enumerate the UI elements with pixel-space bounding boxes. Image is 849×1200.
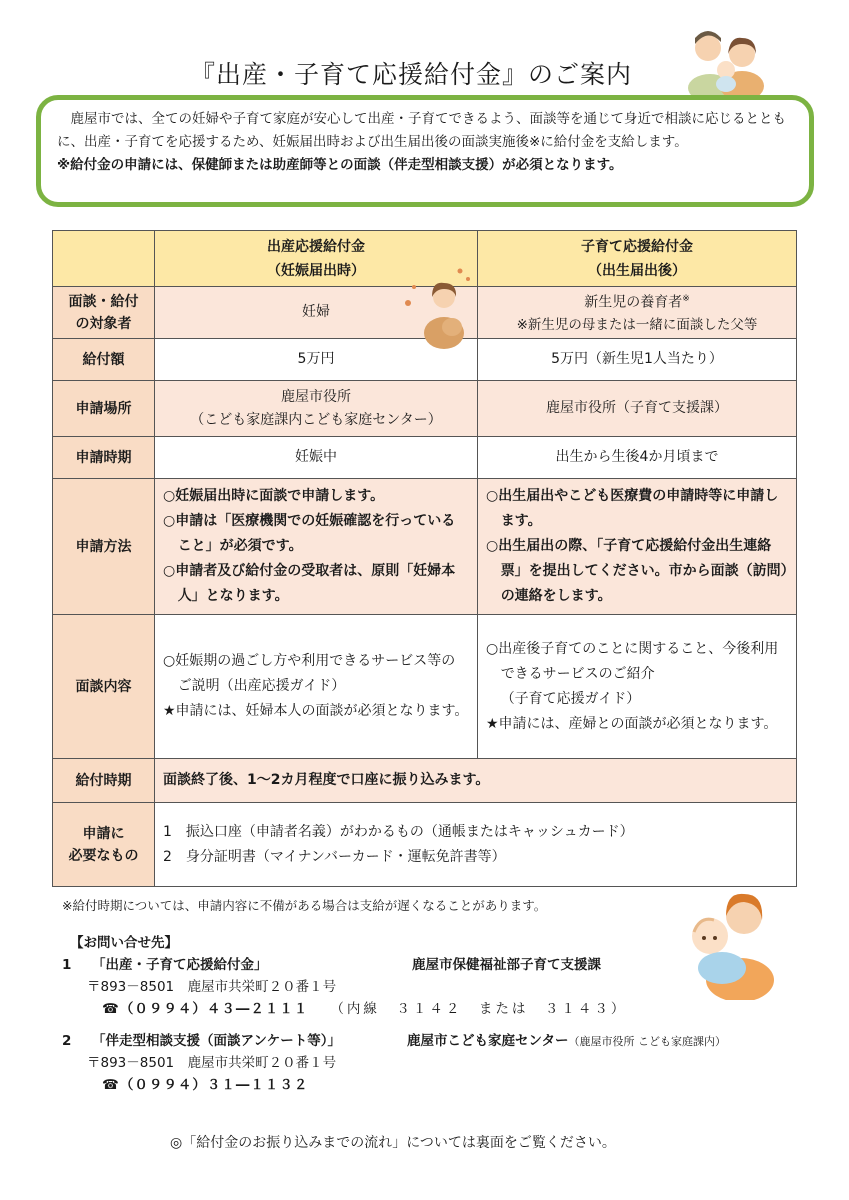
- row-label-place: 申請場所: [53, 381, 155, 437]
- interview-childcare-item: ★申請には、産婦との面談が必須となります。: [486, 715, 778, 732]
- contact-name: 「出産・子育て応援給付金」: [92, 957, 268, 973]
- period-childcare: 出生から生後4か月頃まで: [478, 437, 797, 479]
- payment-text: 面談終了後、1～2カ月程度で口座に振り込みます。: [155, 759, 797, 803]
- period-birth: 妊娠中: [155, 437, 478, 479]
- method-birth: [155, 479, 478, 615]
- contact-name: 「伴走型相談支援（面談アンケート等）」: [92, 1033, 341, 1049]
- contact-tel: [102, 1074, 822, 1096]
- contact-entry-2: [62, 1030, 822, 1052]
- place-birth-line1: 鹿屋市役所: [281, 388, 351, 405]
- method-birth-item: ○申請者及び給付金の受取者は、原則「妊婦本人」となります。: [163, 563, 456, 604]
- contact-dept: 鹿屋市保健福祉部子育て支援課: [412, 957, 601, 973]
- required-items: [155, 803, 797, 887]
- interview-childcare-item: ○出産後子育てのことに関すること、今後利用できるサービスのご紹介: [486, 640, 779, 682]
- header-birth-title: 出産応援給付金: [267, 238, 365, 255]
- amount-birth: 5万円: [155, 339, 478, 381]
- header-empty: [53, 231, 155, 287]
- method-birth-item: ○妊娠届出時に面談で申請します。: [163, 488, 385, 504]
- target-childcare: [478, 287, 797, 339]
- header-birth-sub: （妊娠届出時）: [267, 262, 365, 279]
- contact-num: 1: [62, 957, 72, 973]
- method-childcare: [478, 479, 797, 615]
- header-childcare-title: 子育て応援給付金: [581, 238, 693, 255]
- contact-tel: [102, 998, 822, 1020]
- contact-address: 〒893－8501 鹿屋市共栄町２０番１号: [87, 1055, 337, 1071]
- mother-baby-illustration: [682, 880, 782, 1000]
- bottom-note: ◎「給付金のお振り込みまでの流れ」については裏面をご覧ください。: [170, 1135, 616, 1151]
- place-birth: [155, 381, 478, 437]
- method-childcare-item: ○出生届出やこども医療費の申請時等に申請します。: [486, 488, 779, 529]
- row-label-required: [53, 803, 155, 887]
- method-childcare-item: ○出生届出の際、「子育て応援給付金出生連絡票」を提出してください。市から面談（訪問）の連絡をします。: [486, 538, 788, 604]
- target-childcare-mark: ※: [682, 293, 690, 304]
- intro-notice: ※給付金の申請には、保健師または助産師等との面談（伴走型相談支援）が必須となります。: [57, 157, 623, 173]
- row-label-target-line2: の対象者: [75, 315, 132, 332]
- required-item: 2 身分証明書（マイナンバーカード・運転免許書等）: [163, 848, 506, 865]
- interview-childcare-item: （子育て応援ガイド）: [500, 690, 641, 707]
- row-label-required-line1: 申請に: [82, 825, 125, 842]
- header-childcare-sub: （出生届出後）: [588, 262, 686, 279]
- page-title: 『出産・子育て応援給付金』のご案内: [190, 60, 633, 89]
- row-label-interview: 面談内容: [53, 615, 155, 759]
- place-childcare: 鹿屋市役所（子育て支援課）: [478, 381, 797, 437]
- contact-dept-sub: （鹿屋市役所 こども家庭課内）: [568, 1035, 726, 1048]
- row-label-method: 申請方法: [53, 479, 155, 615]
- phone-number[interactable]: ☎（０９９４）３１―１１３２: [102, 1077, 309, 1093]
- header-childcare-benefit: [478, 231, 797, 287]
- row-label-target-line1: 面談・給付: [68, 293, 139, 310]
- interview-birth-item: ○妊娠期の過ごし方や利用できるサービス等のご説明（出産応援ガイド）: [163, 653, 456, 694]
- interview-birth: [155, 615, 478, 759]
- row-label-amount: 給付額: [53, 339, 155, 381]
- phone-number[interactable]: ☎（０９９４）４３―２１１１: [102, 1001, 309, 1017]
- family-illustration: [680, 18, 766, 100]
- method-birth-item: ○申請は「医療機関での妊娠確認を行っていること」が必須です。: [163, 513, 456, 554]
- required-item: 1 振込口座（申請者名義）がわかるもの（通帳またはキャッシュカード）: [163, 823, 634, 840]
- phone-extension: （内線 ３１４２ または ３１４３）: [330, 1001, 628, 1017]
- contact-dept: [407, 1030, 726, 1053]
- pregnant-woman-illustration: [400, 265, 475, 350]
- row-label-payment: 給付時期: [53, 759, 155, 803]
- row-label-period: 申請時期: [53, 437, 155, 479]
- row-label-required-line2: 必要なもの: [68, 847, 139, 864]
- intro-paragraph: 鹿屋市では、全ての妊婦や子育て家庭が安心して出産・子育てできるよう、面談等を通じて身近で相談に応じるとともに、出産・子育てを応援するため、妊娠届出時および出生届出後の面談実施後※に給付金を支給します。: [57, 111, 786, 150]
- contact-address: 〒893－8501 鹿屋市共栄町２０番１号: [87, 979, 337, 995]
- target-childcare-line2: ※新生児の母または一緒に面談した父等: [516, 317, 758, 334]
- intro-box: [36, 95, 814, 207]
- place-birth-line2: （こども家庭課内こども家庭センター）: [190, 411, 442, 428]
- row-label-target: [53, 287, 155, 339]
- amount-childcare: 5万円（新生児1人当たり）: [478, 339, 797, 381]
- footnote: ※給付時期については、申請内容に不備がある場合は支給が遅くなることがあります。: [62, 898, 547, 913]
- target-childcare-line1: 新生児の養育者: [584, 294, 683, 311]
- interview-childcare: [478, 615, 797, 759]
- contact-heading: 【お問い合せ先】: [70, 935, 178, 951]
- target-birth: 妊婦: [155, 287, 478, 339]
- contact-dept-name: 鹿屋市こども家庭センター: [407, 1033, 569, 1049]
- contact-num: 2: [62, 1033, 72, 1049]
- interview-birth-item: ★申請には、妊婦本人の面談が必須となります。: [163, 703, 469, 719]
